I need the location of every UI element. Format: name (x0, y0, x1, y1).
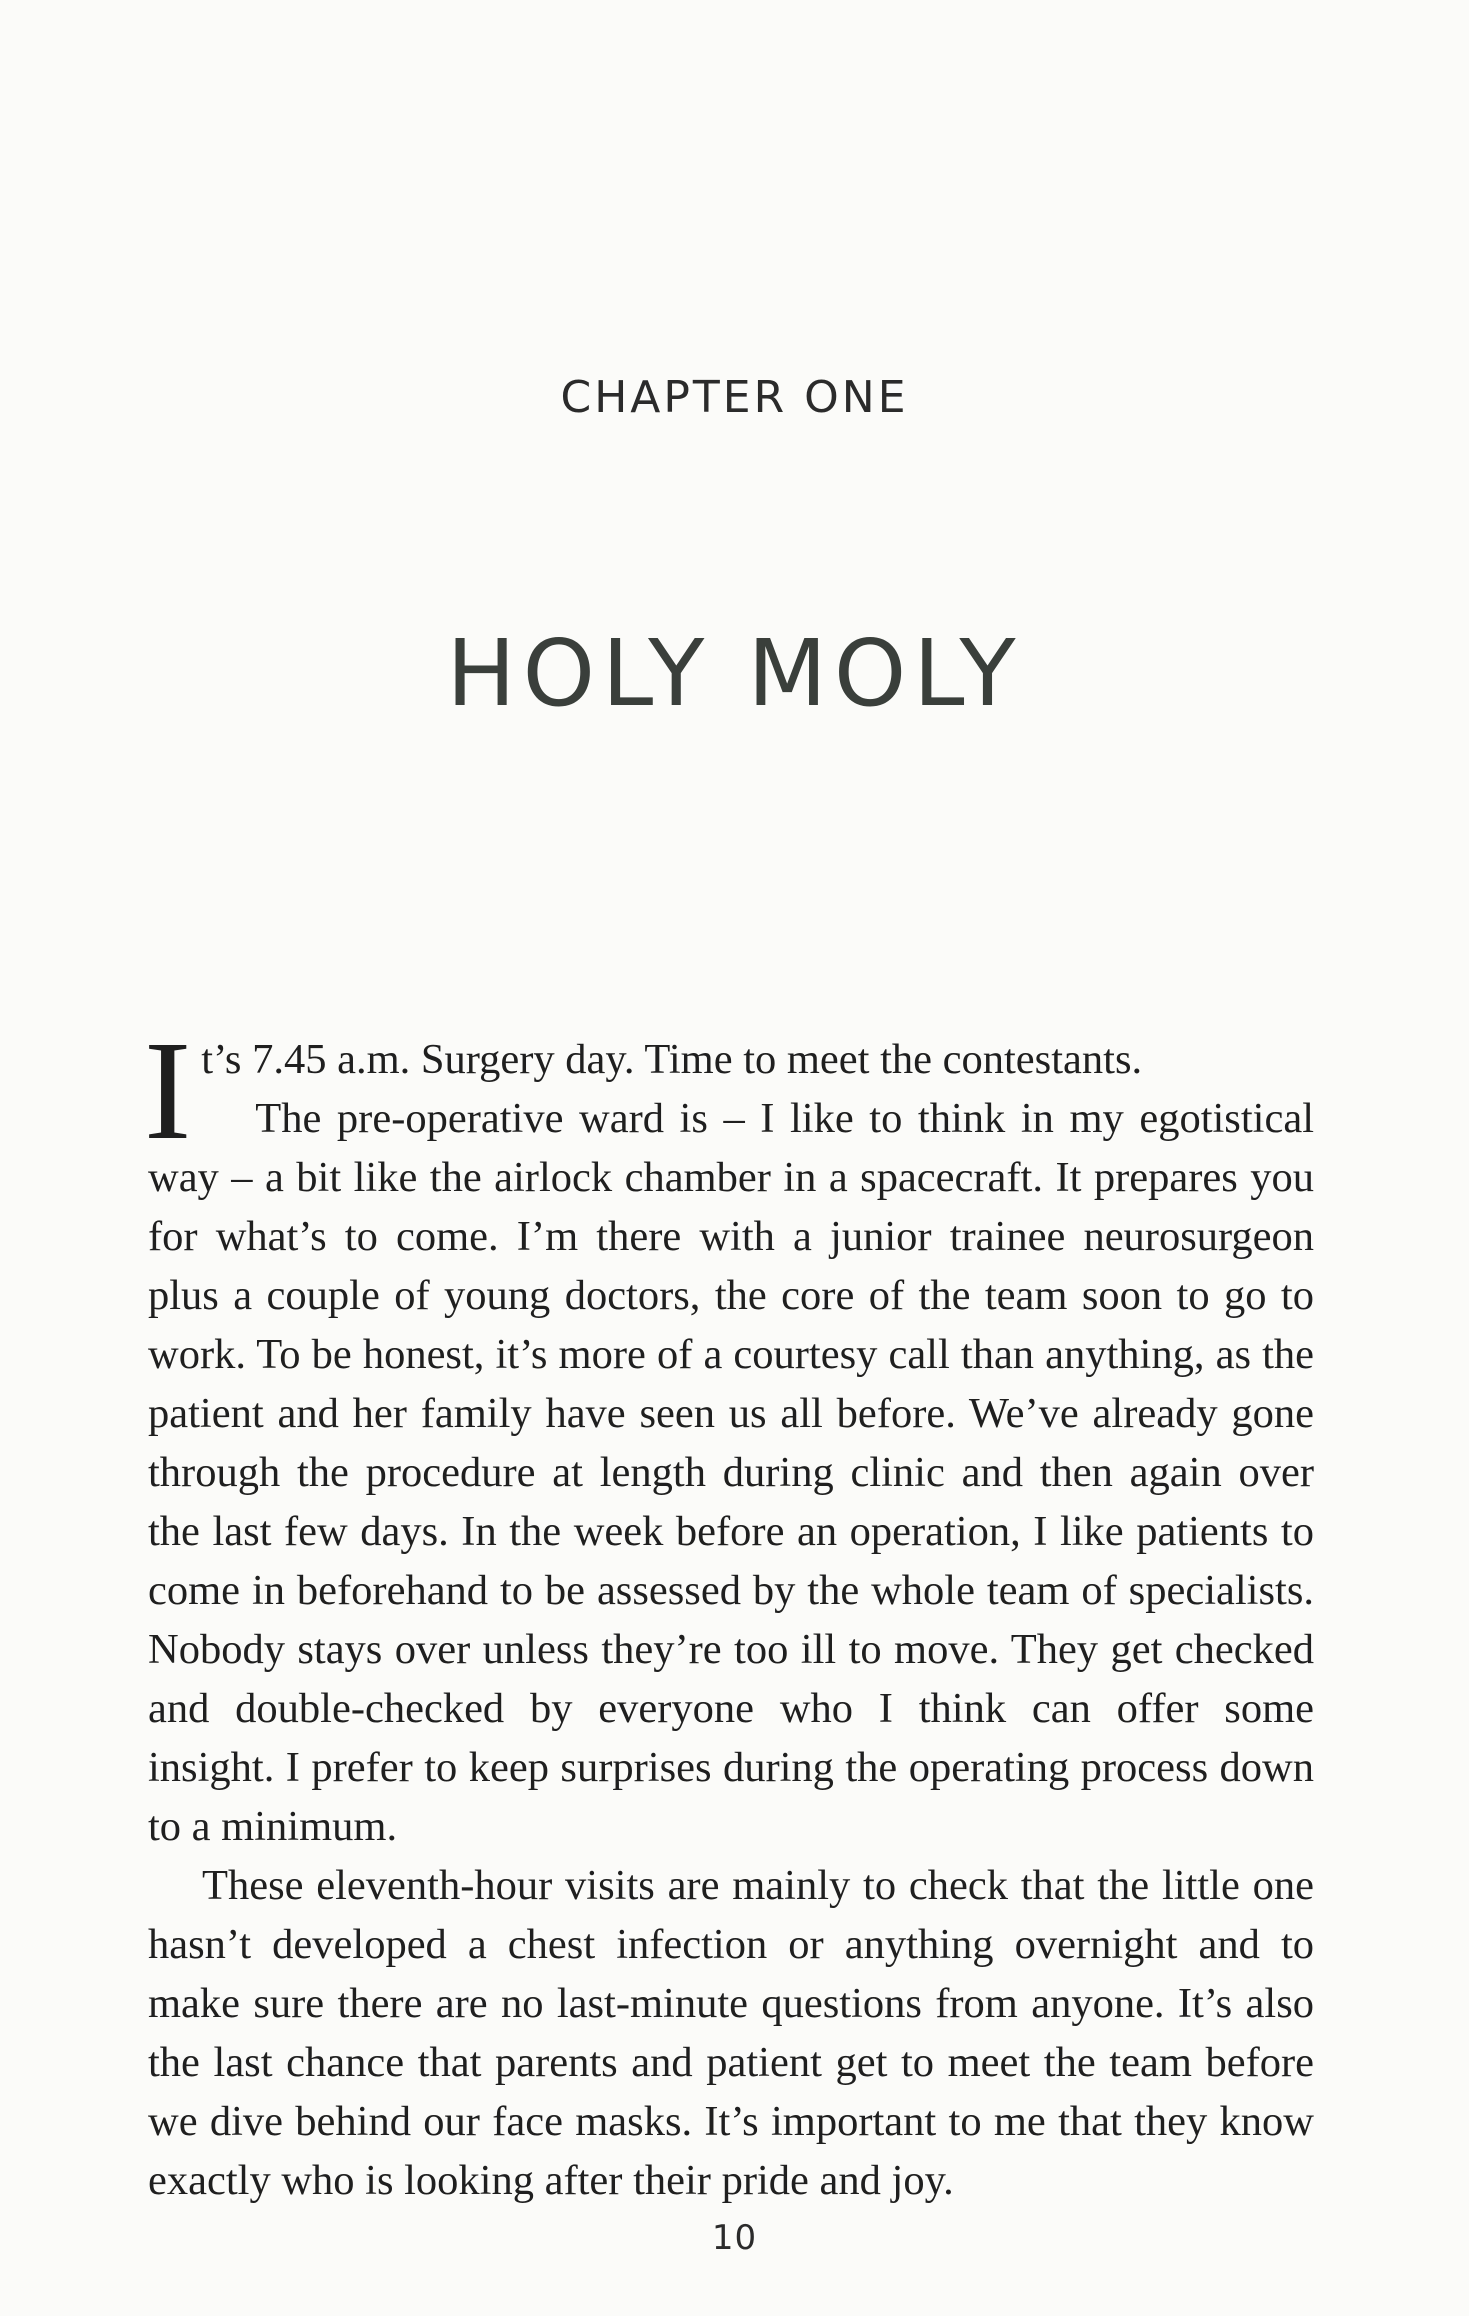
paragraph-2: The pre-operative ward is – I like to think in my egotistical way – a bit like the airlock chamber in a spacecraft. It prepares you for what’s to come. I’m there with a junior trainee neurosurgeon plus a couple of young doctors, the core of the team soon to go to work. To be honest, it’s more of a courtesy call than anything, as the patient and her family have seen us all before. We’ve already gone through the procedure at length during clinic and then again over the last few days. In the week before an operation, I like patients to come in beforehand to be assessed by the whole team of specialists. Nobody stays over unless they’re too ill to move. They get checked and double-checked by everyone who I think can offer some insight. I prefer to keep surprises during the operating process down to a minimum. (148, 1095, 1314, 1850)
drop-cap: I (144, 1011, 192, 1169)
chapter-title: HOLY MOLY (446, 620, 1023, 727)
paragraph-3: These eleventh-hour visits are mainly to check that the little one hasn’t developed a chest infection or anything overnight and to make sure there are no last-minute questions from anyone. It’s also the last chance that parents and patient get to meet the team before we dive behind our face masks. It’s important to me that they know exactly who is looking after their pride and joy. (148, 1862, 1314, 2204)
paragraph-1 (144, 1011, 1314, 1169)
page-number: 10 (711, 2218, 758, 2258)
body-text (144, 1011, 1314, 2210)
paragraph-1-text: t’s 7.45 a.m. Surgery day. Time to meet the contestants. (201, 1036, 1143, 1083)
chapter-label: CHAPTER ONE (560, 372, 909, 423)
